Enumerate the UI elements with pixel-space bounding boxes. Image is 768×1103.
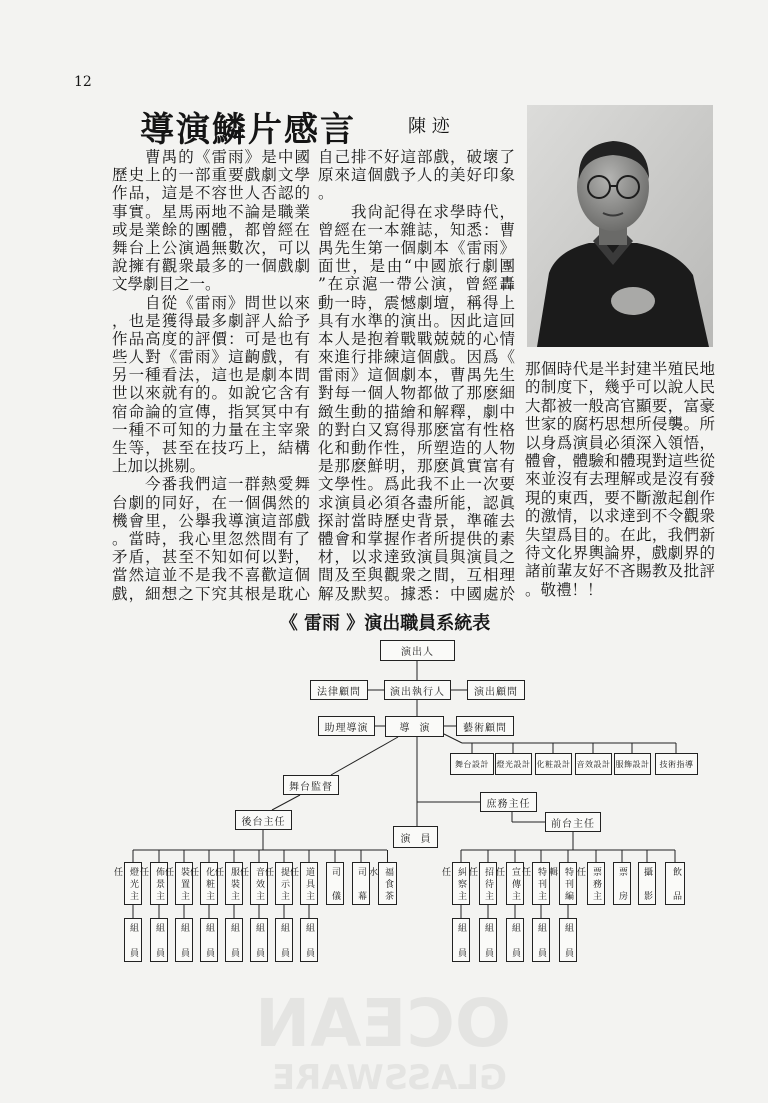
text-line: 雷雨》這個劇本，曹禺先生 xyxy=(318,366,515,385)
backstage-staff-box: 服裝主任 xyxy=(225,862,243,905)
text-line: 體會，體驗和體現對這些從 xyxy=(525,451,715,470)
text-line: 原來這個戲予人的美好印象 xyxy=(318,166,515,185)
text-line: 大都被一般高官顯要，富豪 xyxy=(525,396,715,415)
design-team-box: 音效設計 xyxy=(575,753,612,775)
design-team-box: 服飾設計 xyxy=(614,753,651,775)
text-line: 求演員必須各盡所能，認眞 xyxy=(318,493,515,512)
text-line: 以身爲演員必須深入領悟， xyxy=(525,433,715,452)
connector-line xyxy=(331,737,398,775)
text-line: 一種不可知的力量在主宰衆 xyxy=(112,420,310,439)
backstage-staff-box: 燈光主任 xyxy=(124,862,142,905)
assistant-director-box: 助理導演 xyxy=(318,716,375,736)
legal-advisor-box: 法律顧問 xyxy=(310,680,368,700)
front-house-staff-box: 攝影 xyxy=(638,862,656,905)
text-line: 的制度下，幾乎可以說人民 xyxy=(525,378,715,397)
art-advisor-box: 藝術顧問 xyxy=(456,716,514,736)
team-member-box: 組員 xyxy=(250,918,268,962)
team-member-box: 組員 xyxy=(506,918,524,962)
team-member-box: 組員 xyxy=(150,918,168,962)
text-line: 機會里，公擧我導演這部戲 xyxy=(112,511,310,530)
text-line: 體會和掌握作者所提供的素 xyxy=(318,529,515,548)
text-line: 矛盾，甚至不知如何以對， xyxy=(112,548,310,567)
text-line: 當然這並不是我不喜歡這個 xyxy=(112,566,310,585)
team-member-box: 組員 xyxy=(225,918,243,962)
design-team-box: 燈光設計 xyxy=(495,753,532,775)
text-line: 戲，細想之下究其根是耽心 xyxy=(112,584,310,603)
text-line: 解及默契。據悉：中國處於 xyxy=(318,584,515,603)
text-line: 具有水準的演出。因此這回 xyxy=(318,311,515,330)
backstage-staff-box: 司儀 xyxy=(326,862,344,905)
text-line: 世以來就有的。如說它含有 xyxy=(112,384,310,403)
article-column-3 xyxy=(525,360,715,599)
text-line: 的激情，以求達到不令觀衆 xyxy=(525,507,715,526)
design-team-box: 化粧設計 xyxy=(535,753,572,775)
team-member-box: 組員 xyxy=(300,918,318,962)
text-line: 失望爲目的。在此，我們新 xyxy=(525,525,715,544)
text-line: 說擁有觀衆最多的一個戲劇 xyxy=(112,257,310,276)
backstage-staff-box: 提示主任 xyxy=(275,862,293,905)
show-through-text: GLASSWARE xyxy=(272,1058,508,1098)
text-line: 歷史上的一部重要戲劇文學 xyxy=(112,166,310,185)
front-house-manager-box: 前台主任 xyxy=(545,812,601,832)
text-line: 的對白又寫得那麽富有性格 xyxy=(318,420,515,439)
executive-producer-box: 演出執行人 xyxy=(384,680,451,700)
text-line: 緻生動的描繪和解釋，劇中 xyxy=(318,402,515,421)
text-line: 作品高度的評價：可是也有 xyxy=(112,329,310,348)
text-line: 台劇的同好，在一個偶然的 xyxy=(112,493,310,512)
text-line: 宿命論的宣傳，指冥冥中有 xyxy=(112,402,310,421)
front-house-staff-box: 特刊編輯 xyxy=(559,862,577,905)
team-member-box: 組員 xyxy=(479,918,497,962)
team-member-box: 組員 xyxy=(559,918,577,962)
text-line: ”在京滬一帶公演，曾經轟 xyxy=(318,275,515,294)
text-line: 諸前輩友好不吝賜教及批評 xyxy=(525,562,715,581)
front-house-staff-box: 票務主任 xyxy=(587,862,605,905)
production-advisor-box: 演出顧問 xyxy=(467,680,525,700)
text-line: 化和動作性，所塑造的人物 xyxy=(318,439,515,457)
text-line: 探討當時歷史背景，準確去 xyxy=(318,511,515,530)
text-line: 曹禺的《雷雨》是中國 xyxy=(145,148,310,166)
backstage-manager-box: 後台主任 xyxy=(235,810,292,830)
text-line: 世家的腐朽思想所侵襲。所 xyxy=(525,415,715,434)
article-title: 導演鱗片感言 xyxy=(140,110,356,150)
front-house-staff-box: 特刊主任 xyxy=(532,862,550,905)
article-author: 陳 迹 xyxy=(408,116,450,137)
backstage-staff-box: 音效主任 xyxy=(250,862,268,905)
general-affairs-box: 庶務主任 xyxy=(480,792,537,812)
design-team-box: 舞台設計 xyxy=(450,753,494,775)
text-line: 對每一個人物都做了那麽細 xyxy=(318,384,515,403)
article-column-1 xyxy=(112,148,310,603)
text-line: 生等，甚至在技巧上，結構 xyxy=(112,439,310,457)
team-member-box: 組員 xyxy=(200,918,218,962)
text-line: 那個時代是半封建半殖民地 xyxy=(525,360,715,378)
text-line: 現的東西，要不斷激起創作 xyxy=(525,488,715,507)
stage-manager-box: 舞台監督 xyxy=(283,775,339,795)
text-line: 間及至與觀衆之間，互相理 xyxy=(318,566,515,585)
person-hand xyxy=(611,287,655,315)
page-number: 12 xyxy=(74,74,92,90)
backstage-staff-box: 裝置主任 xyxy=(175,862,193,905)
text-line: 或是業餘的團體，都曾經在 xyxy=(112,220,310,239)
text-line: 文學性。爲此我不止一次要 xyxy=(318,475,515,494)
text-line: 。敬禮！！ xyxy=(525,580,603,599)
backstage-staff-box: 司幕 xyxy=(352,862,370,905)
text-line: 另一種看法，這也是劇本問 xyxy=(112,366,310,385)
text-line: 動一時，震憾劇壇，稱得上 xyxy=(318,293,515,312)
text-line: 來進行排練這個戲。因爲《 xyxy=(318,348,515,367)
show-through-text: OCEAN xyxy=(255,985,511,1062)
team-member-box: 組員 xyxy=(275,918,293,962)
front-house-staff-box: 飲品 xyxy=(665,862,685,905)
text-line: 今番我們這一群熱愛舞 xyxy=(145,475,310,494)
text-line: 。 xyxy=(318,184,334,203)
text-line: ，也是獲得最多劇評人給予 xyxy=(112,311,310,330)
text-line: 本人是抱着戰戰兢兢的心情 xyxy=(318,329,515,348)
text-line: 曾經在一本雜誌，知悉：曹 xyxy=(318,220,515,239)
design-team-box: 技術指導 xyxy=(655,753,698,775)
text-line: 我尙記得在求學時代， xyxy=(351,202,515,221)
actors-box: 演員 xyxy=(393,826,438,848)
team-member-box: 組員 xyxy=(532,918,550,962)
front-house-staff-box: 宣傳主任 xyxy=(506,862,524,905)
team-member-box: 組員 xyxy=(124,918,142,962)
backstage-staff-box: 化粧主任 xyxy=(200,862,218,905)
article-column-2 xyxy=(318,148,515,603)
backstage-staff-box: 道具主任 xyxy=(300,862,318,905)
text-line: 自從《雷雨》問世以來 xyxy=(145,293,310,312)
backstage-staff-box: 佈景主任 xyxy=(150,862,168,905)
text-line: 面世，是由“中國旅行劇團 xyxy=(318,257,515,276)
team-member-box: 組員 xyxy=(175,918,193,962)
director-box: 導演 xyxy=(385,716,444,737)
front-house-staff-box: 票房 xyxy=(613,862,631,905)
front-house-staff-box: 招待主任 xyxy=(479,862,497,905)
text-line: 是那麽鮮明，那麽眞實富有 xyxy=(318,457,515,476)
backstage-staff-box: 福食茶水 xyxy=(378,862,397,905)
text-line: 禺先生第一個劇本《雷雨》 xyxy=(318,238,515,257)
org-chart-title: 《 雷雨 》演出職員系統表 xyxy=(279,613,491,634)
text-line: 作品，這是不容世人否認的 xyxy=(112,184,310,203)
connector-line xyxy=(272,795,300,810)
author-photo xyxy=(527,105,713,347)
text-line: 上加以挑剔。 xyxy=(112,457,206,476)
front-house-staff-box: 糾察主任 xyxy=(452,862,470,905)
text-line: 來並沒有去理解或是沒有發 xyxy=(525,470,715,489)
text-line: 材，以求達致演員與演員之 xyxy=(318,548,515,567)
text-line: 些人對《雷雨》這齣戲，有 xyxy=(112,348,310,367)
text-line: 自己排不好這部戲，破壞了 xyxy=(318,148,515,166)
text-line: 。當時，我心里忽然間有了 xyxy=(112,529,310,548)
text-line: 待文化界輿論界，戲劇界的 xyxy=(525,543,715,562)
producer-box: 演出人 xyxy=(380,640,455,661)
text-line: 舞台上公演過無數次，可以 xyxy=(112,238,310,257)
team-member-box: 組員 xyxy=(452,918,470,962)
text-line: 文學劇目之一。 xyxy=(112,275,221,294)
text-line: 事實。星馬兩地不論是職業 xyxy=(112,202,310,221)
